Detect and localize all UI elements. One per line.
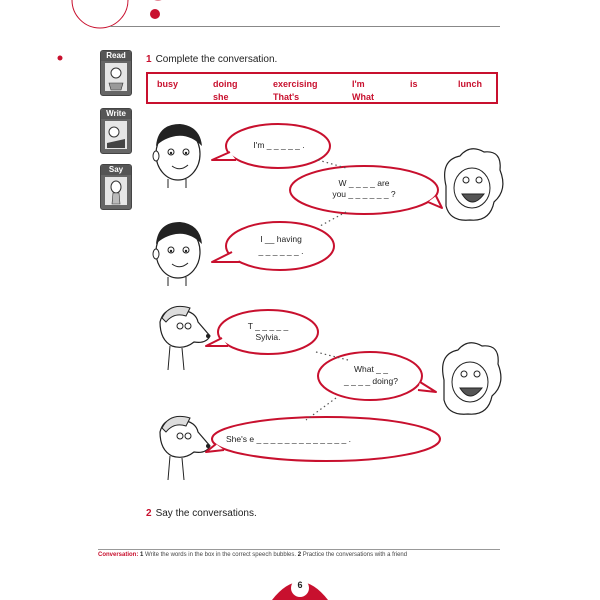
lion-character-2	[443, 343, 501, 414]
bubble-3-line2: _ _ _ _ _ _ .	[258, 246, 304, 256]
footer-instructions	[98, 552, 500, 558]
exercise-2-instruction: Say the conversations.	[155, 508, 257, 519]
footer-rule	[98, 549, 500, 550]
footer-step1: Write the words in the box in the correct speech bubbles.	[145, 552, 297, 558]
bubble-5-line2: _ _ _ _ doing?	[344, 376, 398, 386]
bubble-4-line1: T _ _ _ _ _	[247, 321, 289, 331]
boy-character-2	[153, 222, 202, 286]
word-im: I'm	[352, 79, 365, 89]
bubble-1-text: I'm _ _ _ _ _ .	[253, 140, 305, 150]
exercise-2-heading	[146, 508, 257, 519]
bubble-5-line1: What _ _	[353, 364, 389, 374]
dog-character-2	[160, 416, 210, 480]
write-label: Write	[101, 109, 131, 119]
exercise-1-instruction: Complete the conversation.	[155, 54, 278, 65]
footer-step2-number: 2	[297, 552, 302, 558]
word-what: What	[352, 92, 374, 102]
say-label: Say	[101, 165, 131, 175]
read-label: Read	[101, 51, 131, 61]
bubble-2-line2: you _ _ _ _ _ _ ?	[332, 189, 396, 199]
exercise-1-number: 1	[146, 54, 152, 65]
bubble-3-line1: I __ having	[260, 234, 302, 244]
bubble-6-text: She's e _ _ _ _ _ _ _ _ _ _ _ _ _ .	[226, 434, 351, 444]
page-number: 6	[297, 580, 303, 590]
boy-character-1	[153, 124, 202, 188]
dog-character-1	[160, 306, 210, 370]
lion-character-1	[445, 149, 503, 220]
footer-step1-number: 1	[140, 552, 144, 558]
bubble-2-line1: W _ _ _ _ are	[338, 178, 390, 188]
word-busy: busy	[157, 79, 179, 89]
footer-step2: Practice the conversations with a friend	[302, 552, 408, 558]
word-thats: That's	[273, 92, 300, 102]
speech-bubbles	[206, 124, 442, 461]
word-is: is	[410, 79, 418, 89]
bubble-4-line2: Sylvia.	[255, 332, 281, 342]
word-doing: doing	[213, 79, 238, 89]
word-exercising: exercising	[273, 79, 318, 89]
footer-keyword: Conversation:	[98, 552, 139, 558]
word-lunch: lunch	[458, 79, 482, 89]
exercise-2-number: 2	[146, 508, 152, 519]
word-she: she	[213, 92, 229, 102]
